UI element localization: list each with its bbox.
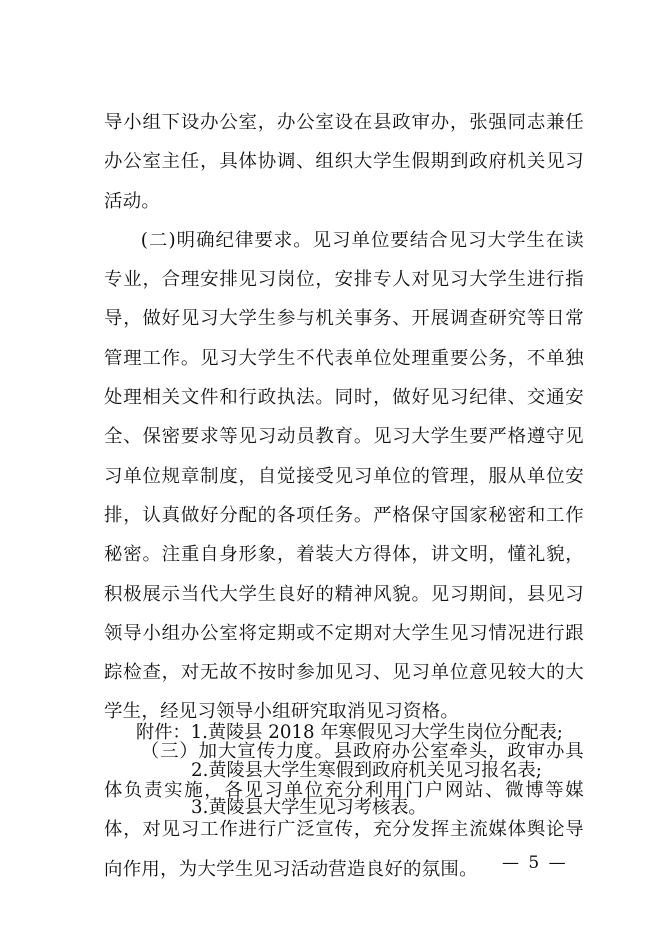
paragraph-publicity: （三）加大宣传力度。县政府办公室牵头，政审办具体负责实施，各见习单位充分利用门户网站、微博等媒体，对见习工作进行广泛宣传，充分发挥主流媒体舆论导向作用，为大学生见习活动营造良好的氛围。 bbox=[104, 740, 584, 880]
attachments-list bbox=[136, 714, 563, 827]
attachment-item bbox=[136, 752, 563, 790]
page-number: — 5 — bbox=[502, 853, 568, 873]
attachment-item-text: 1.黄陵县 2018 年寒假见习大学生岗位分配表; bbox=[190, 722, 563, 743]
attachments-label: 附件： bbox=[136, 722, 191, 743]
attachment-item bbox=[136, 714, 563, 752]
attachment-item bbox=[136, 789, 563, 827]
paragraph-continuation: 导小组下设办公室，办公室设在县政审办，张强同志兼任办公室主任，具体协调、组织大学生假期到政府机关见习活动。 bbox=[104, 112, 584, 212]
paragraph-discipline-requirements: (二)明确纪律要求。见习单位要结合见习大学生在读专业，合理安排见习岗位，安排专人对见习大学生进行指导，做好见习大学生参与机关事务、开展调查研究等日常管理工作。见习大学生不代表单位处理重要公务，不单独处理相关文件和行政执法。同时，做好见习纪律、交通安全、保密要求等见习动员教育。见习大学生要严格遵守见习单位规章制度，自觉接受见习单位的管理，服从单位安排，认真做好分配的各项任务。严格保守国家秘密和工作秘密。注重自身形象，着装大方得体，讲文明，懂礼貌，积极展示当代大学生良好的精神风貌。见习期间，县见习领导小组办公室将定期或不定期对大学生见习情况进行跟踪检查，对无故不按时参加见习、见习单位意见较大的大学生，经见习领导小组研究取消见习资格。 bbox=[104, 229, 584, 723]
attachment-item-text: 3.黄陵县大学生见习考核表。 bbox=[191, 797, 427, 818]
attachment-item-text: 2.黄陵县大学生寒假到政府机关见习报名表; bbox=[191, 759, 542, 781]
